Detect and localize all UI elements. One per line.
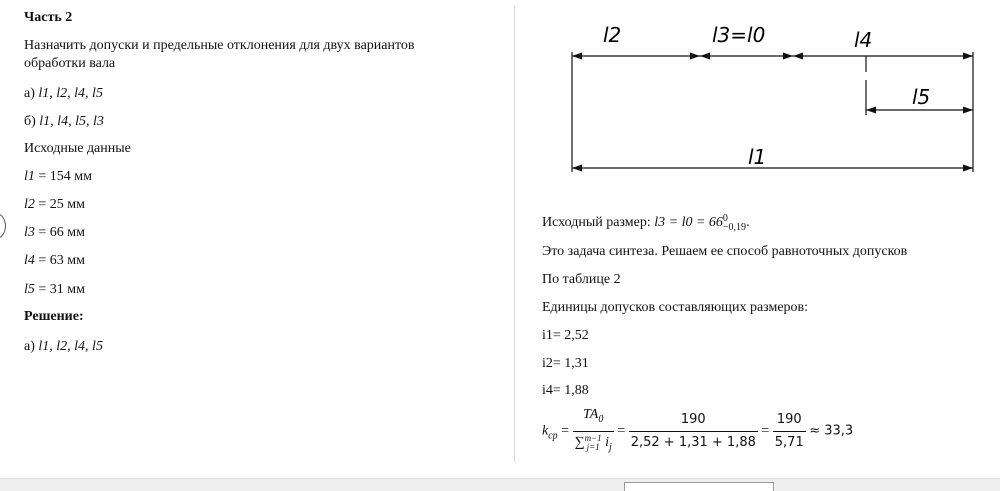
fraction-1-num-text: TA (583, 407, 599, 422)
variant-a (24, 85, 103, 103)
input-l1-name: l1 (24, 169, 35, 184)
label-l5: l5 (912, 85, 931, 109)
formula-lhs-sub: cp (548, 430, 558, 442)
input-l2-value: 25 мм (49, 197, 86, 212)
units-heading: Единицы допусков составляющих размеров: (542, 300, 809, 315)
label-l2: l2 (603, 23, 622, 47)
arrow-l4-right (963, 53, 973, 60)
fraction-1-den-var-sub: j (609, 441, 612, 453)
input-l3-name: l3 (24, 225, 35, 240)
unit-i1: i1= 2,52 (542, 328, 589, 343)
label-l4: l4 (854, 28, 873, 52)
source-size-prefix: Исходный размер: (542, 215, 651, 231)
fraction-2 (629, 410, 758, 453)
bottom-status-bar (0, 478, 1000, 491)
fraction-1-den-sub: j=1 (586, 441, 600, 452)
solution-heading: Решение: (24, 309, 84, 324)
fraction-1-den-var: i (605, 434, 610, 450)
arrow-l1-right (963, 165, 973, 172)
source-size-upper: 0 (722, 213, 728, 224)
formula-lhs: k (542, 423, 549, 439)
fraction-1-den-sup: m−1 (584, 432, 602, 443)
arrow-l4-left (793, 53, 803, 60)
arrow-l3-left (700, 53, 710, 60)
input-l5-value: 31 мм (49, 282, 86, 297)
variant-b-terms: l1, l4, l5, l3 (39, 114, 104, 129)
dimension-chain-diagram (560, 20, 980, 185)
variant-b-prefix: б) (24, 114, 36, 129)
variant-a-terms: l1, l2, l4, l5 (38, 86, 103, 101)
arrow-l5-left (866, 107, 876, 114)
input-l4-name: l4 (24, 253, 35, 268)
input-l2-name: l2 (24, 197, 35, 212)
fraction-1-num-sub: 0 (598, 413, 604, 425)
k-formula: $k_{cp}$ = $TA_0$ ∑ m−1 j=1 $i_j$ = $\frac{190}{2,52 + 1,31 + 1,88}$ = $\frac{190}{5,71}$ ≈ 33,3 (542, 405, 853, 458)
arrow-l3-right (783, 53, 793, 60)
source-size-formula: l3 = l0 = 66 (654, 215, 723, 231)
input-l5-name: l5 (24, 282, 35, 297)
variant-b (24, 113, 104, 131)
task-line-1: Назначить допуски и предельные отклонения для двух вариантов (24, 38, 415, 53)
input-l4: l4 = 63 мм (24, 253, 86, 268)
label-l3: l3=l0 (712, 23, 766, 47)
solution-a-prefix: а) (24, 339, 35, 354)
unit-i2: i2= 1,31 (542, 356, 589, 371)
unit-i4: i4= 1,88 (542, 383, 589, 398)
fraction-3 (773, 410, 806, 453)
variant-a-prefix: а) (24, 86, 35, 101)
input-l2: l2 = 25 мм (24, 197, 86, 212)
fraction-1 (573, 405, 614, 458)
arrow-l2-right (690, 53, 700, 60)
solution-a-terms: l1, l2, l4, l5 (38, 339, 103, 354)
table-ref-line: По таблице 2 (542, 272, 621, 287)
task-line-2: обработки вала (24, 56, 116, 71)
fraction-1-den (573, 432, 614, 458)
fraction-2-den: 2,52 + 1,31 + 1,88 (630, 434, 756, 450)
input-l3-value: 66 мм (49, 225, 86, 240)
input-l4-value: 63 мм (49, 253, 86, 268)
arrow-l5-right (963, 107, 973, 114)
source-size-line: Исходный размер: l3 = l0 = 66 0 −0,19 . (542, 213, 750, 233)
formula-result: ≈ 33,3 (809, 423, 854, 439)
synthesis-line: Это задача синтеза. Решаем ее способ равноточных допусков (542, 244, 908, 259)
label-l1: l1 (748, 145, 767, 169)
fraction-2-num: 190 (629, 410, 758, 432)
arrow-l1-left (572, 165, 582, 172)
fraction-3-num: 190 (773, 410, 806, 432)
input-l5: l5 = 31 мм (24, 282, 86, 297)
input-heading: Исходные данные (24, 141, 131, 156)
fraction-1-num (573, 405, 614, 432)
input-l3: l3 = 66 мм (24, 225, 86, 240)
column-divider (514, 6, 515, 462)
fraction-3-den: 5,71 (774, 434, 804, 450)
input-l1-value: 154 мм (49, 169, 93, 184)
input-l1: l1 = 154 мм (24, 169, 93, 184)
solution-a (24, 338, 103, 356)
fraction-1-den-sigma: ∑ (574, 434, 585, 450)
scroll-hint-arc (0, 213, 6, 239)
part-title: Часть 2 (24, 10, 73, 25)
source-size-lower: −0,19 (722, 222, 747, 233)
arrow-l2-left (572, 53, 582, 60)
